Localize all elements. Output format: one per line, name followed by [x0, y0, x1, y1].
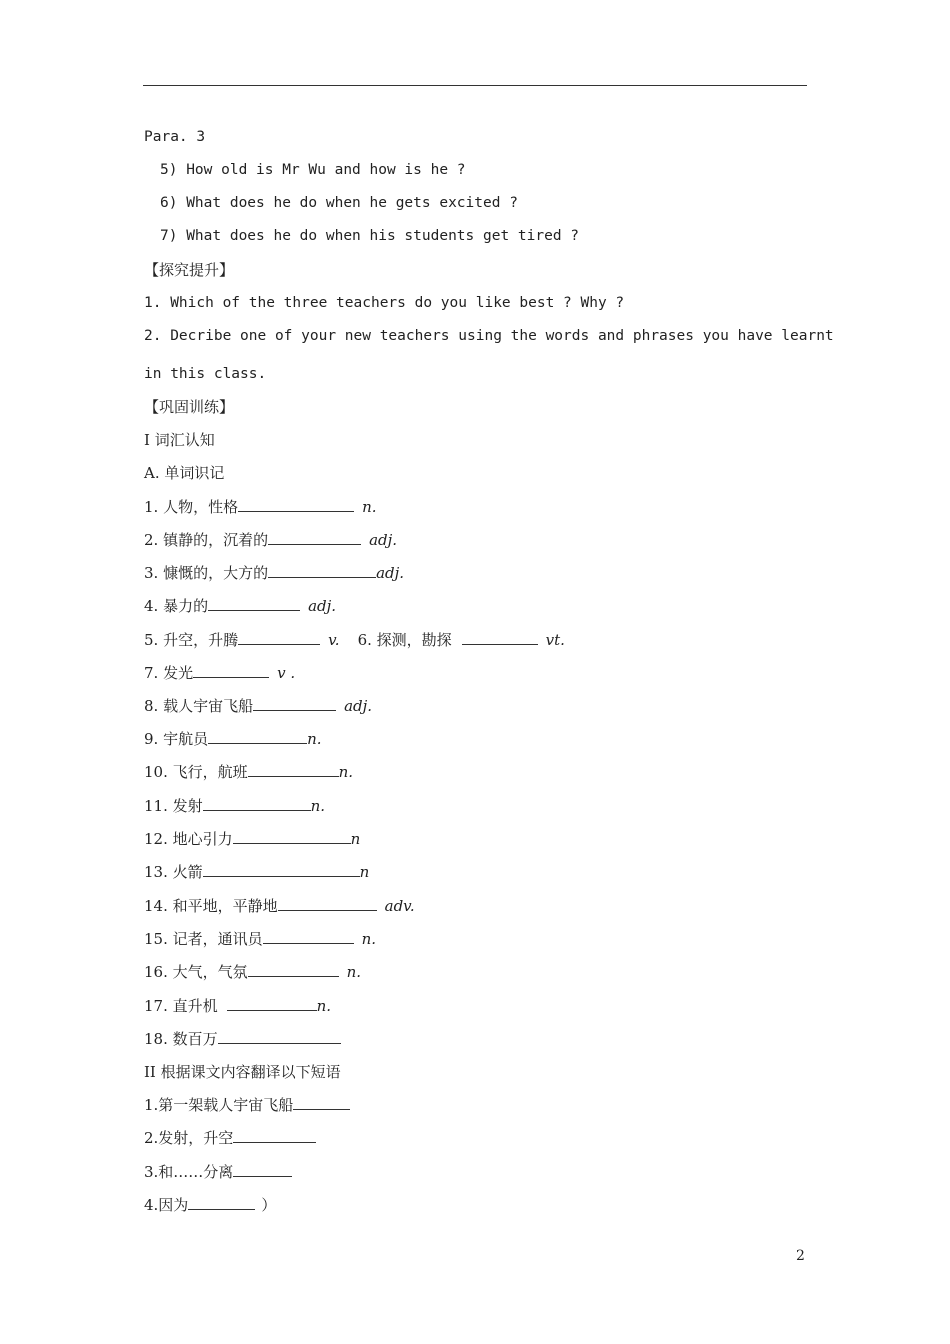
vocab-item — [144, 896, 415, 916]
answer-blank[interactable] — [293, 1095, 350, 1110]
vocab-text: 12. 地心引力 — [144, 830, 233, 848]
phrase-item — [144, 1195, 276, 1215]
vocab-text: 15. 记者，通讯员 — [144, 930, 263, 948]
header-rule — [143, 85, 807, 86]
answer-blank[interactable] — [248, 962, 339, 977]
vocab-pos: adj. — [344, 697, 373, 715]
vocab-pos: n. — [346, 963, 362, 981]
vocab-pos: n — [359, 863, 370, 881]
vocab-item — [144, 563, 404, 583]
vocab-item — [144, 596, 336, 616]
vocab-text: 17. 直升机 — [144, 997, 218, 1015]
vocab-text: 10. 飞行，航班 — [144, 763, 248, 781]
answer-blank[interactable] — [218, 1029, 341, 1044]
explore-item-1: 1. Which of the three teachers do you like best ? Why ? — [144, 295, 625, 311]
part1-heading: I 词汇认知 — [144, 431, 215, 449]
vocab-pos: adj. — [376, 564, 405, 582]
phrase-text: 2.发射，升空 — [144, 1129, 234, 1147]
vocab-text: 11. 发射 — [144, 797, 203, 815]
answer-blank[interactable] — [238, 497, 354, 512]
question-7: 7) What does he do when his students get tired ? — [160, 228, 580, 244]
consolidate-heading: 【巩固训练】 — [144, 398, 235, 416]
explore-item-2: 2. Decribe one of your new teachers using the words and phrases you have learnt — [144, 328, 834, 344]
answer-blank[interactable] — [233, 829, 351, 844]
vocab-item — [144, 962, 361, 982]
vocab-pos: n. — [338, 763, 354, 781]
answer-blank[interactable] — [462, 630, 538, 645]
vocab-pos: adv. — [384, 897, 415, 915]
phrase-item — [144, 1128, 316, 1148]
vocab-text: 14. 和平地，平静地 — [144, 897, 278, 915]
answer-blank[interactable] — [268, 563, 376, 578]
phrase-tail: ） — [261, 1196, 277, 1214]
vocab-text: 16. 大气，气氛 — [144, 963, 248, 981]
answer-blank[interactable] — [203, 862, 360, 877]
answer-blank[interactable] — [238, 630, 320, 645]
vocab-text: 7. 发光 — [144, 664, 194, 682]
question-6: 6) What does he do when he gets excited ? — [160, 195, 518, 211]
vocab-item — [144, 929, 376, 949]
vocab-pos: n. — [316, 997, 332, 1015]
vocab-pos: adj. — [369, 531, 398, 549]
vocab-item — [144, 663, 295, 683]
vocab-text: 13. 火箭 — [144, 863, 203, 881]
vocab-text: 9. 宇航员 — [144, 730, 209, 748]
vocab-text: 2. 镇静的，沉着的 — [144, 531, 269, 549]
phrase-item — [144, 1095, 350, 1115]
vocab-text: 1. 人物，性格 — [144, 498, 239, 516]
vocab-item — [144, 829, 360, 849]
answer-blank[interactable] — [233, 1162, 292, 1177]
vocab-pos: adj. — [308, 597, 337, 615]
explore-item-2-cont: in this class. — [144, 366, 267, 382]
page-number: 2 — [796, 1248, 805, 1264]
vocab-text: 3. 慷慨的，大方的 — [144, 564, 269, 582]
vocab-text: 6. 探测，勘探 — [357, 631, 452, 649]
answer-blank[interactable] — [203, 796, 311, 811]
vocab-item — [144, 530, 397, 550]
vocab-text: 5. 升空，升腾 — [144, 631, 239, 649]
answer-blank[interactable] — [193, 663, 269, 678]
phrase-item — [144, 1162, 292, 1182]
answer-blank[interactable] — [268, 530, 361, 545]
question-5: 5) How old is Mr Wu and how is he ? — [160, 162, 466, 178]
vocab-text: 4. 暴力的 — [144, 597, 209, 615]
answer-blank[interactable] — [227, 996, 317, 1011]
answer-blank[interactable] — [253, 696, 336, 711]
vocab-pos: n. — [362, 498, 377, 516]
vocab-item — [144, 862, 369, 882]
answer-blank[interactable] — [263, 929, 354, 944]
section-a-heading: A. 单词识记 — [144, 464, 225, 482]
para3-heading: Para. 3 — [144, 129, 206, 145]
phrase-text: 4.因为 — [144, 1196, 189, 1214]
answer-blank[interactable] — [278, 896, 377, 911]
vocab-text: 18. 数百万 — [144, 1030, 218, 1048]
vocab-pos: n. — [310, 797, 326, 815]
phrase-text: 3.和……分离 — [144, 1163, 234, 1181]
answer-blank[interactable] — [248, 762, 339, 777]
vocab-item — [144, 1029, 349, 1049]
vocab-item — [144, 696, 372, 716]
explore-heading: 【探究提升】 — [144, 261, 235, 279]
phrase-text: 1.第一架载人宇宙飞船 — [144, 1096, 294, 1114]
vocab-pos: n. — [361, 930, 377, 948]
vocab-pos: v . — [277, 664, 296, 682]
vocab-item — [144, 796, 325, 816]
vocab-text: 8. 载人宇宙飞船 — [144, 697, 254, 715]
answer-blank[interactable] — [233, 1128, 316, 1143]
vocab-item — [144, 762, 353, 782]
answer-blank[interactable] — [208, 596, 300, 611]
answer-blank[interactable] — [208, 729, 307, 744]
vocab-item — [144, 497, 377, 517]
vocab-pos: v. — [328, 631, 340, 649]
vocab-pos: n — [350, 830, 361, 848]
vocab-item — [144, 630, 565, 650]
vocab-pos: vt. — [545, 631, 565, 649]
vocab-item — [144, 996, 331, 1016]
part2-heading: II 根据课文内容翻译以下短语 — [144, 1063, 341, 1081]
answer-blank[interactable] — [188, 1195, 255, 1210]
vocab-item — [144, 729, 322, 749]
vocab-pos: n. — [307, 730, 322, 748]
